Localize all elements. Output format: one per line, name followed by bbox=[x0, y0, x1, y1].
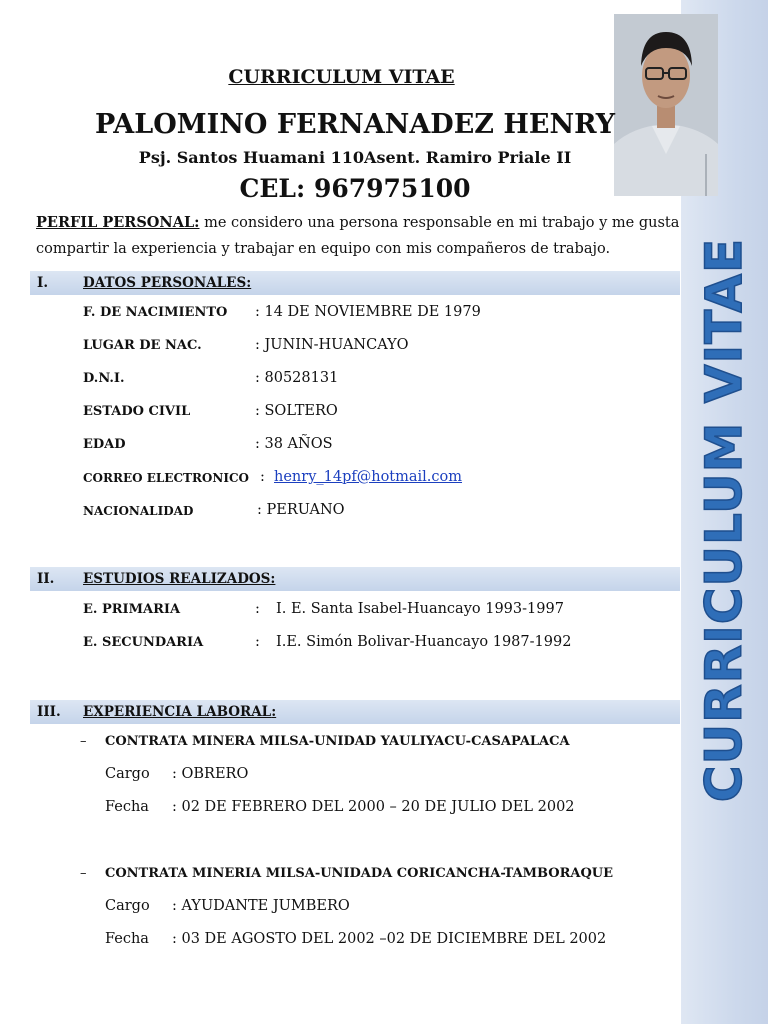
sidebar-title: CURRICULUM VITAE bbox=[695, 237, 753, 803]
primary-school-separator: : bbox=[255, 601, 260, 617]
email-separator: : bbox=[260, 469, 265, 485]
section-number: II. bbox=[37, 571, 55, 587]
job-1-company-name: CONTRATA MINERA MILSA-UNIDAD YAULIYACU-CASAPALACA bbox=[105, 734, 570, 749]
phone-number: CEL: 967975100 bbox=[239, 174, 471, 203]
profile-photo bbox=[614, 14, 718, 196]
section-title: ESTUDIOS REALIZADOS: bbox=[83, 571, 276, 587]
birth-place-value: : JUNIN-HUANCAYO bbox=[255, 337, 409, 353]
civil-status-value: : SOLTERO bbox=[255, 403, 338, 419]
nationality-label: NACIONALIDAD bbox=[83, 504, 194, 518]
secondary-school-label: E. SECUNDARIA bbox=[83, 635, 204, 650]
personal-profile bbox=[36, 210, 681, 262]
section-number: III. bbox=[37, 704, 61, 720]
profile-label: PERFIL PERSONAL: bbox=[36, 214, 200, 231]
job-1-company bbox=[80, 734, 570, 749]
section-title: DATOS PERSONALES: bbox=[83, 275, 252, 291]
email-link[interactable]: henry_14pf@hotmail.com bbox=[274, 469, 463, 485]
primary-school-value: I. E. Santa Isabel-Huancayo 1993-1997 bbox=[276, 601, 564, 617]
section-header-experience bbox=[30, 700, 680, 724]
dni-label: D.N.I. bbox=[83, 371, 125, 386]
dni-value: : 80528131 bbox=[255, 370, 339, 386]
address: Psj. Santos Huamani 110Asent. Ramiro Priale II bbox=[138, 148, 572, 167]
section-title: EXPERIENCIA LABORAL: bbox=[83, 704, 277, 720]
section-header-studies bbox=[30, 567, 680, 591]
list-dash: – bbox=[80, 734, 87, 749]
job-2-fecha-value: : 03 DE AGOSTO DEL 2002 –02 DE DICIEMBRE DEL 2002 bbox=[172, 931, 607, 947]
age-label: EDAD bbox=[83, 437, 126, 452]
job-1-cargo-value: : OBRERO bbox=[172, 766, 249, 782]
person-name: PALOMINO FERNANADEZ HENRY bbox=[94, 109, 616, 140]
civil-status-label: ESTADO CIVIL bbox=[83, 404, 191, 419]
section-header-personal bbox=[30, 271, 680, 295]
list-dash: – bbox=[80, 866, 87, 881]
job-2-company bbox=[80, 866, 613, 881]
job-1-fecha-value: : 02 DE FEBRERO DEL 2000 – 20 DE JULIO DEL 2002 bbox=[172, 799, 575, 815]
email-label: CORREO ELECTRONICO bbox=[83, 471, 249, 485]
job-1-fecha-label: Fecha bbox=[105, 799, 149, 815]
job-2-company-name: CONTRATA MINERIA MILSA-UNIDADA CORICANCHA-TAMBORAQUE bbox=[105, 866, 614, 881]
birth-date-value: : 14 DE NOVIEMBRE DE 1979 bbox=[255, 304, 481, 320]
profile-text: me considero una persona responsable en mi trabajo y me gusta compartir la experiencia y trabajar en equipo con mis compañeros de trabajo. bbox=[36, 215, 680, 257]
birth-date-label: F. DE NACIMIENTO bbox=[83, 305, 228, 320]
job-1-cargo-label: Cargo bbox=[105, 766, 150, 782]
job-2-cargo-value: : AYUDANTE JUMBERO bbox=[172, 898, 350, 914]
job-2-cargo-label: Cargo bbox=[105, 898, 150, 914]
secondary-school-value: I.E. Simón Bolivar-Huancayo 1987-1992 bbox=[276, 634, 572, 650]
document-title: CURRICULUM VITAE bbox=[228, 66, 455, 88]
birth-place-label: LUGAR DE NAC. bbox=[83, 338, 202, 353]
primary-school-label: E. PRIMARIA bbox=[83, 602, 181, 617]
age-value: : 38 AÑOS bbox=[255, 436, 333, 452]
secondary-school-separator: : bbox=[255, 634, 260, 650]
section-title-text: EXPERIENCIA LABORAL bbox=[83, 704, 272, 720]
job-2-fecha-label: Fecha bbox=[105, 931, 149, 947]
nationality-value: : PERUANO bbox=[257, 502, 345, 518]
section-number: I. bbox=[37, 275, 49, 291]
